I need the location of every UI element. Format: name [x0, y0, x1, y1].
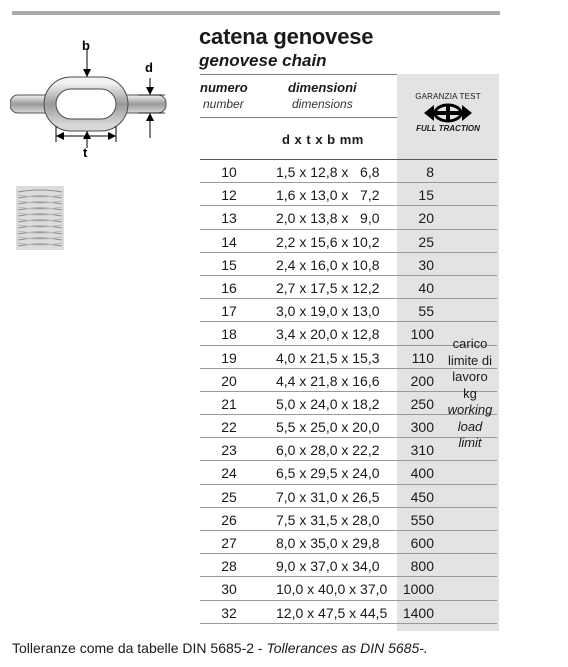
- row-load: 450: [410, 488, 434, 505]
- dimension-formula: d x t x b mm: [282, 132, 364, 147]
- row-number: 30: [221, 581, 237, 598]
- row-dimensions: 5,0 x 24,0 x 18,2: [276, 395, 380, 412]
- header-rule-mid: [200, 117, 397, 118]
- row-dimensions: 7,5 x 31,5 x 28,0: [276, 511, 380, 528]
- table-row: [200, 508, 497, 531]
- badge-top-text: GARANZIA TEST: [415, 92, 481, 101]
- table-row: [200, 253, 497, 276]
- row-load: 200: [410, 372, 434, 389]
- table-row: [200, 485, 497, 508]
- row-load: 550: [410, 511, 434, 528]
- note-en-1: working: [447, 402, 493, 417]
- row-load: 600: [410, 535, 434, 551]
- badge-bottom-text: FULL TRACTION: [416, 124, 480, 133]
- row-dimensions: 6,5 x 29,5 x 24,0: [276, 465, 380, 482]
- label-d: d: [145, 60, 153, 75]
- row-dimensions: 2,0 x 13,8 x 9,0: [276, 210, 380, 227]
- page-title: catena genovese: [199, 24, 374, 49]
- row-number: 22: [221, 419, 237, 436]
- row-number: 12: [221, 187, 237, 204]
- row-number: 27: [221, 535, 237, 551]
- row-dimensions: 7,0 x 31,0 x 26,5: [276, 488, 380, 505]
- row-dimensions: 12,0 x 47,5 x 44,5: [276, 604, 388, 621]
- row-number: 26: [221, 511, 237, 528]
- row-number: 14: [221, 233, 237, 250]
- table-row: [200, 206, 497, 229]
- tolerance-footer: [12, 640, 428, 656]
- header-rule-top: [200, 74, 397, 75]
- row-load: 40: [418, 279, 434, 296]
- row-load: 300: [410, 419, 434, 436]
- row-dimensions: 2,2 x 15,6 x 10,2: [276, 233, 380, 250]
- row-load: 1400: [402, 604, 434, 621]
- table-row: [200, 276, 497, 299]
- row-load: 400: [410, 465, 434, 482]
- row-dimensions: 4,0 x 21,5 x 15,3: [276, 349, 380, 366]
- footer-en: Tollerances as DIN 5685-.: [266, 640, 428, 656]
- row-load: 25: [418, 233, 434, 250]
- row-load: 250: [410, 395, 434, 412]
- row-load: 100: [410, 326, 434, 343]
- row-dimensions: 3,0 x 19,0 x 13,0: [276, 303, 380, 320]
- row-number: 19: [221, 349, 237, 366]
- row-number: 10: [221, 164, 237, 180]
- row-number: 15: [221, 256, 237, 273]
- row-dimensions: 1,5 x 12,8 x 6,8: [276, 164, 380, 180]
- row-dimensions: 10,0 x 40,0 x 37,0: [276, 581, 388, 598]
- chain-thumbnail: [16, 186, 64, 250]
- table-row: [200, 183, 497, 206]
- note-it-2: limite di: [447, 352, 493, 368]
- note-en-2: load: [457, 418, 483, 434]
- table-row: [200, 554, 497, 577]
- row-number: 25: [221, 488, 237, 505]
- row-number: 21: [221, 395, 237, 412]
- row-load: 8: [426, 164, 434, 180]
- row-dimensions: 8,0 x 35,0 x 29,8: [276, 535, 380, 551]
- row-dimensions: 1,6 x 13,0 x 7,2: [276, 187, 380, 204]
- working-load-note: [441, 336, 499, 452]
- footer-it: Tolleranze come da tabelle DIN 5685-2 -: [12, 640, 267, 656]
- chain-diagram: [10, 38, 180, 163]
- column-header-number: numero: [200, 80, 248, 95]
- column-header-dimensions: dimensioni: [288, 80, 357, 95]
- row-dimensions: 2,7 x 17,5 x 12,2: [276, 279, 380, 296]
- row-load: 15: [418, 187, 434, 204]
- full-traction-badge: [403, 92, 493, 133]
- top-rule: [12, 11, 500, 15]
- row-number: 17: [221, 303, 237, 320]
- note-unit: kg: [463, 385, 477, 401]
- full-traction-logo-icon: [422, 103, 474, 123]
- label-b: b: [82, 38, 90, 53]
- table-row: [200, 601, 497, 624]
- row-dimensions: 6,0 x 28,0 x 22,2: [276, 442, 380, 459]
- row-dimensions: 5,5 x 25,0 x 20,0: [276, 419, 380, 436]
- table-row: [200, 299, 497, 322]
- row-number: 13: [221, 210, 237, 227]
- row-dimensions: 9,0 x 37,0 x 34,0: [276, 558, 380, 575]
- row-load: 30: [418, 256, 434, 273]
- row-load: 800: [410, 558, 434, 575]
- row-number: 24: [221, 465, 237, 482]
- row-number: 18: [221, 326, 237, 343]
- row-dimensions: 2,4 x 16,0 x 10,8: [276, 256, 380, 273]
- table-row: [200, 577, 497, 600]
- row-load: 110: [411, 349, 434, 366]
- row-load: 55: [418, 303, 434, 320]
- row-dimensions: 3,4 x 20,0 x 12,8: [276, 326, 380, 343]
- note-it-3: lavoro: [452, 369, 488, 384]
- row-dimensions: 4,4 x 21,8 x 16,6: [276, 372, 380, 389]
- column-header-number-en: number: [203, 97, 244, 111]
- table-row: [200, 160, 497, 183]
- row-load: 1000: [402, 581, 434, 598]
- row-number: 16: [221, 279, 237, 296]
- row-load: 310: [410, 442, 434, 459]
- row-load: 20: [418, 210, 434, 227]
- row-number: 20: [221, 372, 237, 389]
- column-header-dimensions-en: dimensions: [292, 97, 353, 111]
- note-it-1: carico: [452, 336, 488, 351]
- note-en-3: limit: [458, 435, 482, 450]
- table-row: [200, 230, 497, 253]
- row-number: 23: [221, 442, 237, 459]
- page-subtitle: genovese chain: [199, 51, 327, 70]
- label-t: t: [83, 145, 88, 160]
- row-number: 32: [221, 604, 237, 621]
- row-number: 28: [221, 558, 237, 575]
- table-row: [200, 531, 497, 554]
- table-row: [200, 461, 497, 484]
